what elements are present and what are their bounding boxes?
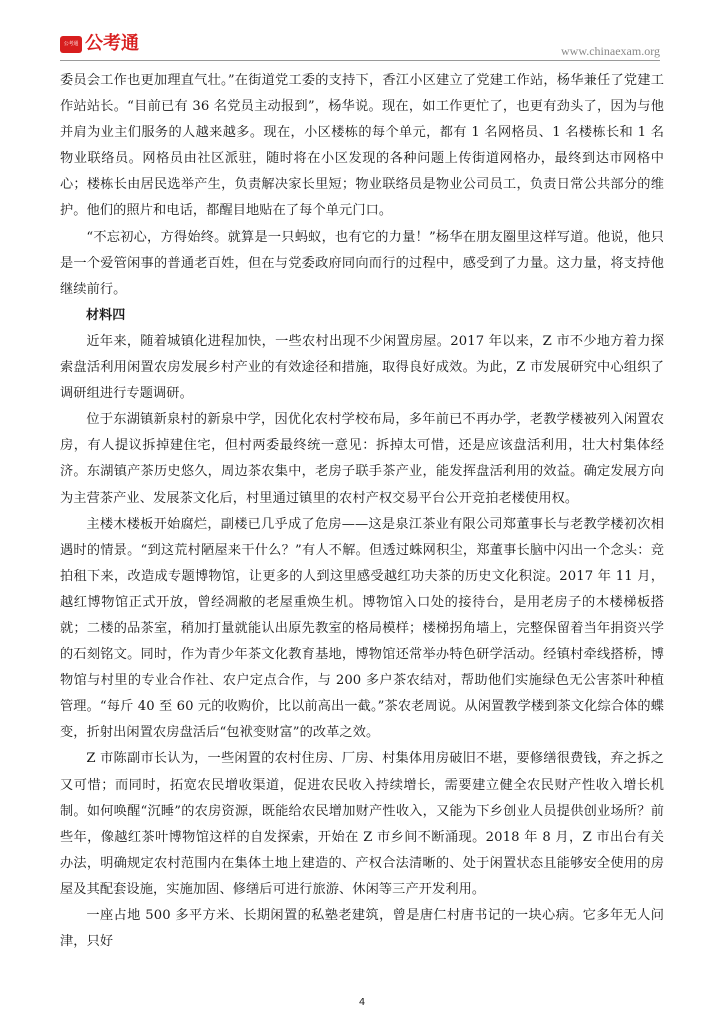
paragraph: 一座占地 500 多平方米、长期闲置的私塾老建筑，曾是唐仁村唐书记的一块心病。它多年无人问津，只好 bbox=[60, 908, 664, 950]
brand-name: 公考通 bbox=[85, 33, 139, 54]
paragraph: 委员会工作也更加理直气壮。”在街道党工委的支持下，香江小区建立了党建工作站，杨华兼任了党建工作站站长。“目前已有 36 名党员主动报到”，杨华说。现在，如工作更忙了，也更有劲头了，因为与他并肩为业主们服务的人越来越多。现在，小区楼栋的每个单元，都有 1 名网格员、1 名楼栋长和 1 名物业联络员。网格员由社区派驻，随时将在小区发现的各种问题上传街道网格办，最终到达市网格中心；楼栋长由居民选举产生，负责解决家长里短；物业联络员是物业公司员工，负责日常公共部分的维护。他们的照片和电话，都醒目地贴在了每个单元门口。 bbox=[60, 73, 664, 219]
paragraph: Z 市陈副市长认为，一些闲置的农村住房、厂房、村集体用房破旧不堪，要修缮很费钱，弃之拆之又可惜；而同时，拓宽农民增收渠道，促进农民收入持续增长，需要建立健全农民财产性收入增长机制。如何唤醒“沉睡”的农房资源，既能给农民增加财产性收入，又能为下乡创业人员提供创业场所？前些年，像越红茶叶博物馆这样的自发探索，开始在 Z 市乡间不断涌现。2018 年 8 月，Z 市出台有关办法，明确规定农村范围内在集体土地上建造的、产权合法清晰的、处于闲置状态且能够安全使用的房屋及其配套设施，实施加固、修缮后可进行旅游、休闲等三产开发利用。 bbox=[60, 751, 664, 897]
paragraph: “不忘初心，方得始终。就算是一只蚂蚁，也有它的力量！”杨华在朋友圈里这样写道。他说，他只是一个爱管闲事的普通老百姓，但在与党委政府同向而行的过程中，感受到了力量。这力量，将支持他继续前行。 bbox=[60, 229, 664, 297]
document-body bbox=[60, 68, 664, 955]
paragraph: 位于东湖镇新泉村的新泉中学，因优化农村学校布局，多年前已不再办学，老教学楼被列入闲置农房，有人提议拆掉建住宅，但村两委最终统一意见：拆掉太可惜，还是应该盘活利用，壮大村集体经济。东湖镇产茶历史悠久，周边茶农集中，老房子联手茶产业，能发挥盘活利用的效益。确定发展方向为主营茶产业、发展茶文化后，村里通过镇里的农村产权交易平台公开竞拍老楼使用权。 bbox=[60, 412, 664, 506]
section-heading: 材料四 bbox=[86, 307, 126, 323]
header-divider bbox=[60, 60, 660, 61]
paragraph: 主楼木楼板开始腐烂，副楼已几乎成了危房——这是泉江茶业有限公司郑董事长与老教学楼初次相遇时的情景。“到这荒村陋屋来干什么？”有人不解。但透过蛛网积尘，郑董事长脑中闪出一个念头：竞拍租下来，改造成专题博物馆，让更多的人到这里感受越红功夫茶的历史文化积淀。2017 年 11 月，越红博物馆正式开放，曾经凋敝的老屋重焕生机。博物馆入口处的接待台，是用老房子的木楼梯板搭就；二楼的品茶室，稍加打量就能认出原先教室的格局模样；楼梯拐角墙上，完整保留着当年捐资兴学的石刻铭文。同时，作为青少年茶文化教育基地，博物馆还常举办特色研学活动。经镇村牵线搭桥，博物馆与村里的专业合作社、农户定点合作，与 200 多户茶农结对，帮助他们实施绿色无公害茶叶种植管理。“每斤 40 至 60 元的收购价，比以前高出一截。”茶农老周说。从闲置教学楼到茶文化综合体的蝶变，折射出闲置农房盘活后“包袱变财富”的改革之效。 bbox=[60, 516, 664, 741]
site-url: www.chinaexam.org bbox=[561, 44, 660, 58]
paragraph: 近年来，随着城镇化进程加快，一些农村出现不少闲置房屋。2017 年以来，Z 市不少地方着力探索盘活利用闲置农房发展乡村产业的有效途径和措施，取得良好成效。为此，Z 市发展研究中心组织了调研组进行专题调研。 bbox=[60, 333, 664, 402]
page-header bbox=[0, 0, 724, 64]
page-number: 4 bbox=[358, 997, 366, 1008]
logo-icon: 公考通 bbox=[60, 36, 82, 53]
